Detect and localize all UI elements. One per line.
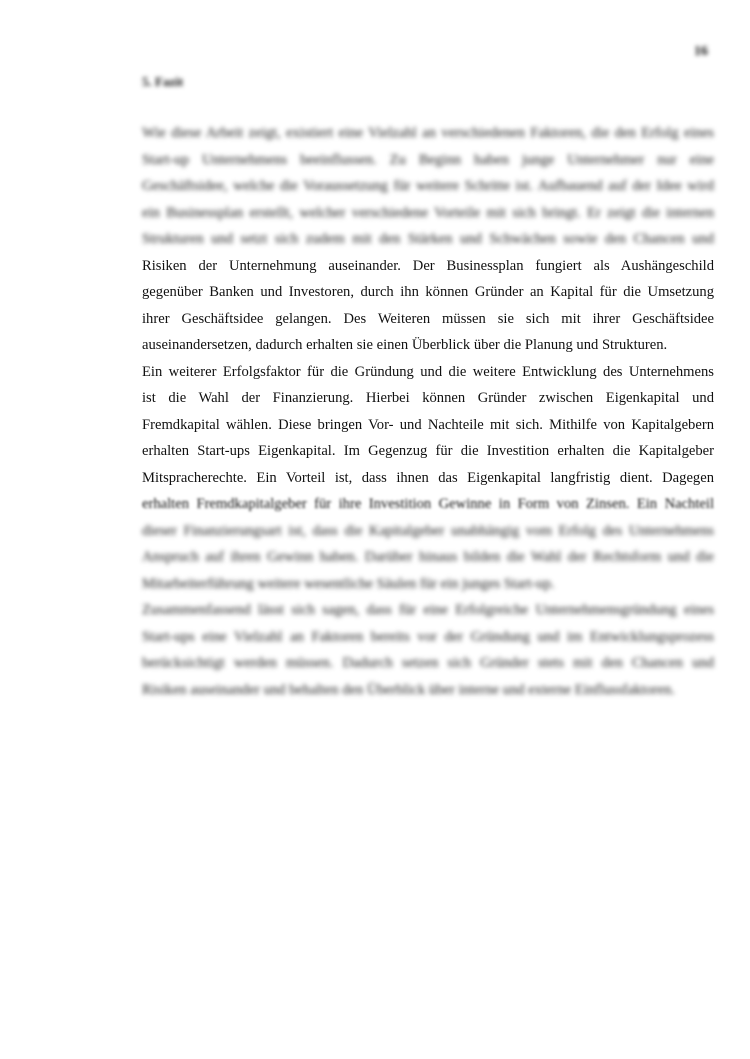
text-line: Ein weiterer Erfolgsfaktor für die Gründung und die weitere Entwicklung des Unternehmens xyxy=(142,363,714,380)
text-line: Wie diese Arbeit zeigt, existiert eine Vielzahl an verschiedenen Faktoren, die den Erfolg eines xyxy=(142,125,714,141)
text-line: Risiken auseinander und behalten den Überblick über interne und externe Einflussfaktoren. xyxy=(142,681,675,698)
text-line: Zusammenfassend lässt sich sagen, dass für eine Erfolgreiche Unternehmensgründung eines xyxy=(142,602,714,618)
text-line: dieser Finanzierungsart ist, dass die Kapitalgeber unabhängig vom Erfolg des Unternehmens xyxy=(142,522,714,539)
text-line: Anspruch auf ihren Gewinn haben. Darüber hinaus bilden die Wahl der Rechtsform und die xyxy=(142,549,714,565)
text-line: ist die Wahl der Finanzierung. Hierbei können Gründer zwischen Eigenkapital und xyxy=(142,390,714,406)
text-line: Mitarbeiterführung weitere wesentliche Säulen für ein junges Start-up. xyxy=(142,575,555,592)
text-line: berücksichtigt werden müssen. Dadurch setzen sich Gründer stets mit den Chancen und xyxy=(142,655,714,671)
text-line: Fremdkapital wählen. Diese bringen Vor- und Nachteile mit sich. Mithilfe von Kapitalgebern xyxy=(142,416,714,433)
section-heading: 5. Fazit xyxy=(142,74,184,89)
text-line: erhalten Start-ups Eigenkapital. Im Gegenzug für die Investition erhalten die Kapitalgeber xyxy=(142,443,714,459)
text-line: ihrer Geschäftsidee gelangen. Des Weiteren müssen sie sich mit ihrer Geschäftsidee xyxy=(142,310,714,327)
text-line: auseinandersetzen, dadurch erhalten sie einen Überblick über die Planung und Strukturen. xyxy=(142,337,668,353)
text-line: Start-up Unternehmens beeinflussen. Zu Beginn haben junge Unternehmer nur eine xyxy=(142,151,714,168)
text-line: gegenüber Banken und Investoren, durch ihn können Gründer an Kapital für die Umsetzung xyxy=(142,284,714,300)
text-line: ein Businessplan erstellt, welcher verschiedene Vorteile mit sich bringt. Er zeigt die internen xyxy=(142,204,714,221)
text-line: Start-ups eine Vielzahl an Faktoren bereits vor der Gründung und im Entwicklungsprozess xyxy=(142,628,714,645)
text-line: Strukturen und setzt sich zudem mit den Stärken und Schwächen sowie den Chancen und xyxy=(142,231,714,247)
text-line: Risiken der Unternehmung auseinander. Der Businessplan fungiert als Aushängeschild xyxy=(142,257,714,274)
text-line: Geschäftsidee, welche die Voraussetzung für weitere Schritte ist. Aufbauend auf der Idee wird xyxy=(142,178,714,194)
body-text xyxy=(142,120,714,703)
text-line: Mitspracherechte. Ein Vorteil ist, dass ihnen das Eigenkapital langfristig dient. Dagegen xyxy=(142,469,714,486)
text-line: erhalten Fremdkapitalgeber für ihre Investition Gewinne in Form von Zinsen. Ein Nachteil xyxy=(142,496,714,512)
page-number: 16 xyxy=(694,44,708,59)
